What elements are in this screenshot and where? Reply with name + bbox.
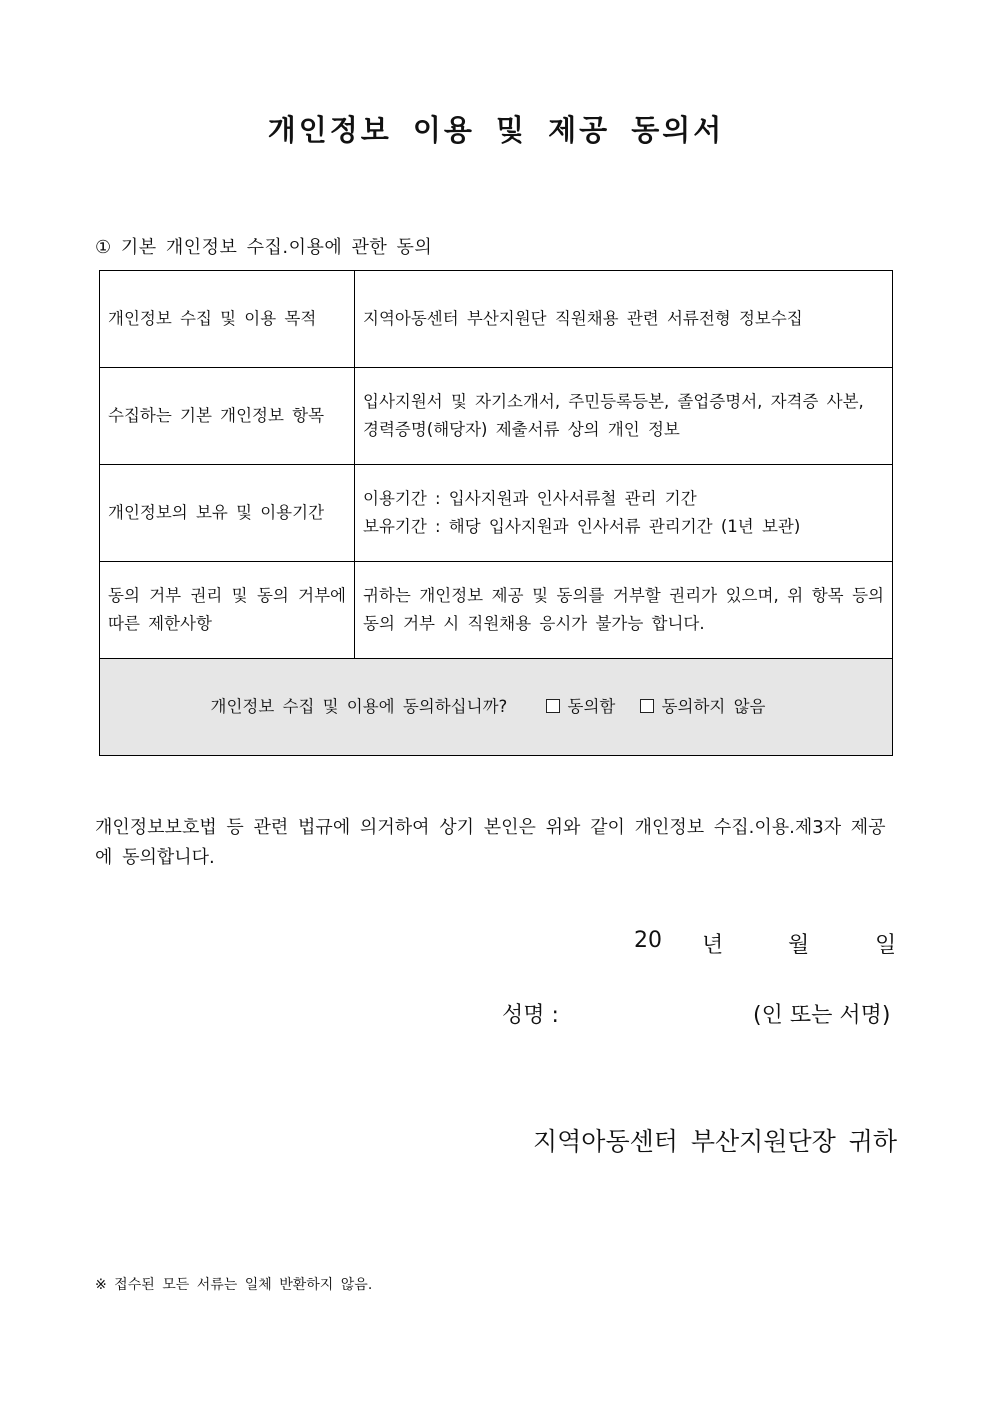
consent-question: 개인정보 수집 및 이용에 동의하십니까?: [210, 697, 508, 716]
row-label-retention: 개인정보의 보유 및 이용기간: [100, 465, 355, 562]
consent-question-cell: [100, 659, 893, 756]
table-row: [100, 562, 893, 659]
row-value-purpose: [355, 271, 893, 368]
row-value-retention: [355, 465, 893, 562]
table-row: [100, 368, 893, 465]
row-value-refusal: [355, 562, 893, 659]
row-value-line: 지역아동센터 부산지원단 직원채용 관련 서류전형 정보수집: [363, 309, 803, 328]
consent-statement: 개인정보보호법 등 관련 법규에 의거하여 상기 본인은 위와 같이 개인정보 수집.이용.제3자 제공에 동의합니다.: [95, 817, 886, 868]
row-value-line: 경력증명(해당자) 제출서류 상의 개인 정보: [363, 420, 680, 439]
row-label-items: 수집하는 기본 개인정보 항목: [100, 368, 355, 465]
agree-checkbox[interactable]: [546, 699, 560, 713]
consent-question-row: [100, 659, 893, 756]
disagree-label: 동의하지 않음: [661, 697, 766, 716]
row-value-line: 귀하는 개인정보 제공 및 동의를 거부할 권리가 있으며, 위 항목 등의 동의 거부 시 직원채용 응시가 불가능 합니다.: [363, 586, 884, 633]
date-year-prefix: 20: [634, 928, 662, 953]
row-label-purpose: 개인정보 수집 및 이용 목적: [100, 271, 355, 368]
date-month-label: 월: [788, 933, 810, 958]
row-value-line: 입사지원서 및 자기소개서, 주민등록등본, 졸업증명서, 자격증 사본,: [363, 392, 864, 411]
signature-label: 성명 :: [502, 1003, 559, 1028]
row-value-items: [355, 368, 893, 465]
row-value-line: 이용기간 : 입사지원과 인사서류철 관리 기간: [363, 489, 697, 508]
row-label-refusal: 동의 거부 권리 및 동의 거부에 따른 제한사항: [100, 562, 355, 659]
footnote: ※ 접수된 모든 서류는 일체 반환하지 않음.: [95, 1277, 373, 1293]
table-row: [100, 271, 893, 368]
signature-note: (인 또는 서명): [753, 1003, 891, 1028]
table-row: [100, 465, 893, 562]
row-value-line: 보유기간 : 해당 입사지원과 인사서류 관리기간 (1년 보관): [363, 517, 801, 536]
agree-option[interactable]: [546, 697, 616, 716]
disagree-checkbox[interactable]: [640, 699, 654, 713]
date-year-label: 년: [702, 933, 724, 958]
date-line: [630, 928, 900, 962]
consent-table: [99, 270, 893, 756]
section-heading: ① 기본 개인정보 수집.이용에 관한 동의: [95, 237, 433, 258]
signature-line: [500, 998, 900, 1032]
agree-label: 동의함: [567, 697, 616, 716]
disagree-option[interactable]: [640, 697, 766, 716]
document-title: 개인정보 이용 및 제공 동의서: [267, 113, 725, 147]
addressee: 지역아동센터 부산지원단장 귀하: [533, 1127, 897, 1156]
date-day-label: 일: [875, 933, 897, 958]
